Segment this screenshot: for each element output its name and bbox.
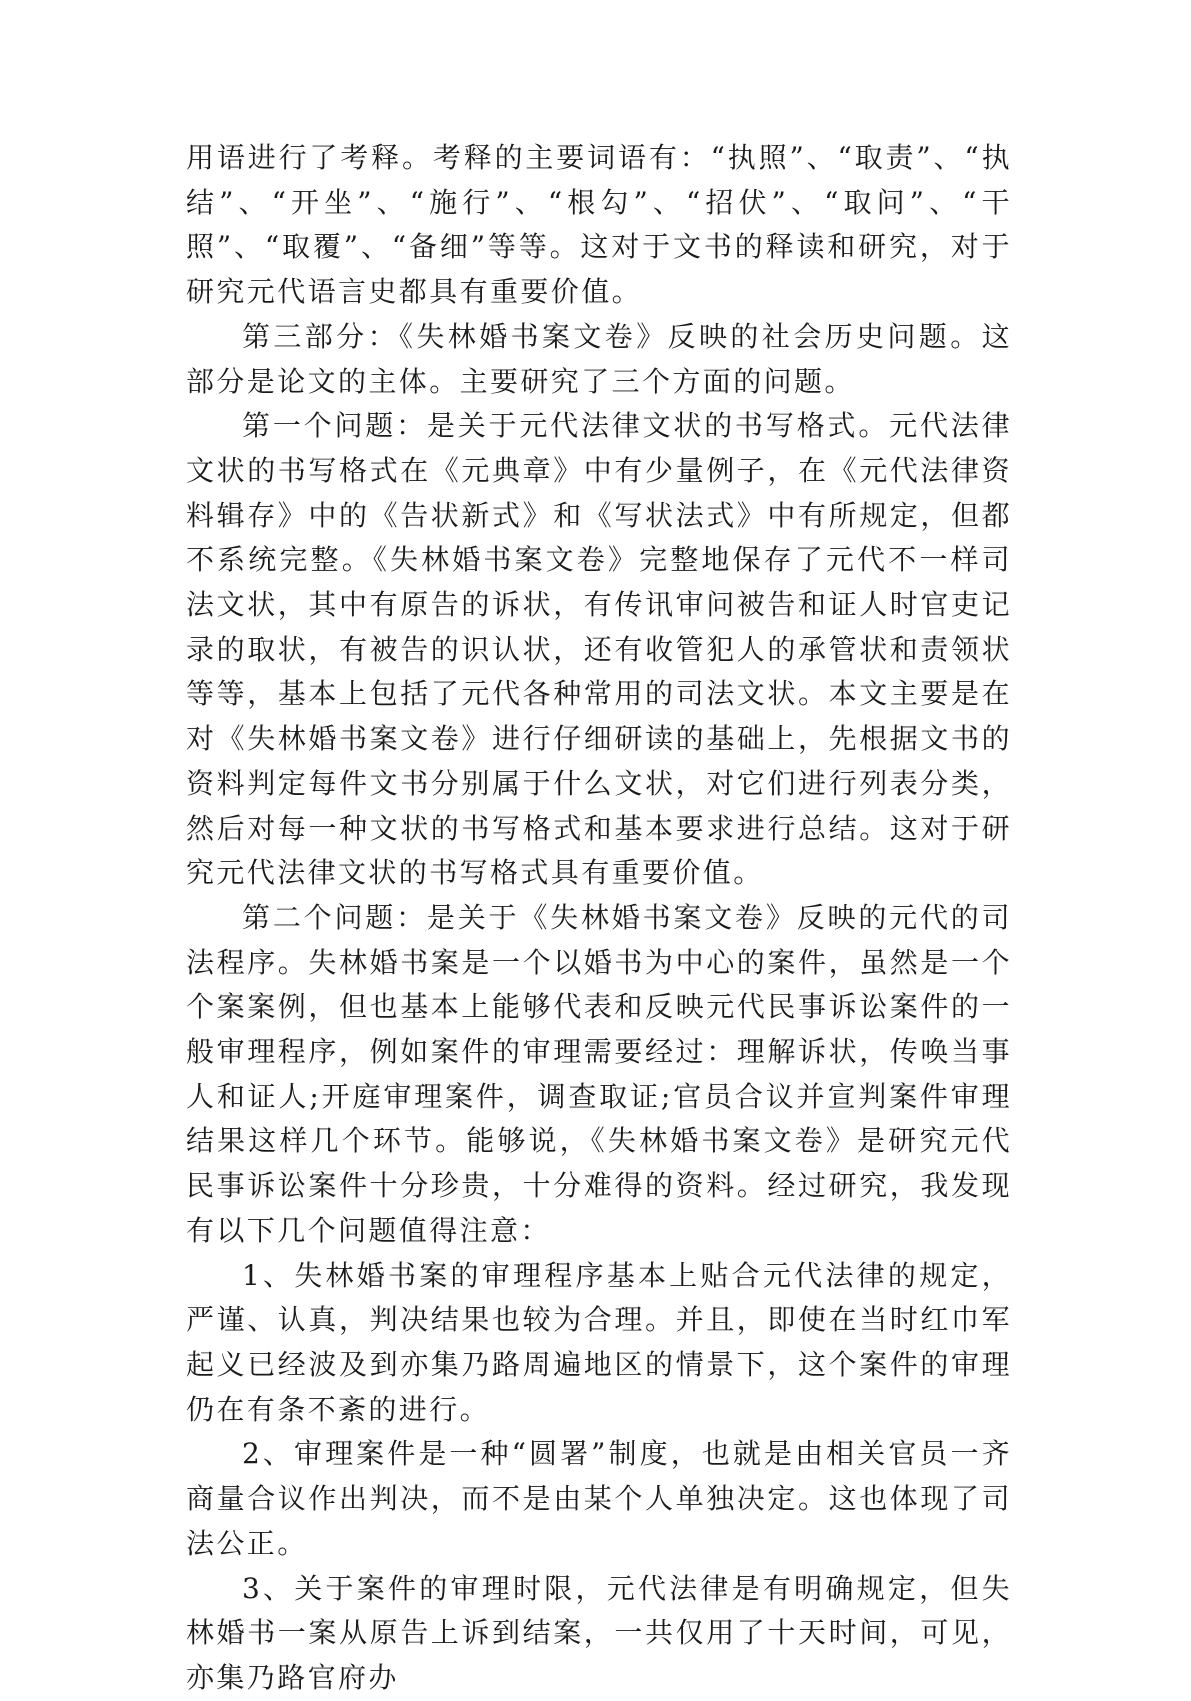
document-body [186, 136, 1012, 1701]
paragraph-continuation: 用语进行了考释。考释的主要词语有：“执照”、“取责”、“执结”、“开坐”、“施行”、“根勾”、“招伏”、“取问”、“干照”、“取覆”、“备细”等等。这对于文书的释读和研究，对于研究元代语言史都具有重要价值。 [186, 141, 1012, 309]
paragraph-second-question: 第二个问题：是关于《失林婚书案文卷》反映的元代的司法程序。失林婚书案是一个以婚书为中心的案件，虽然是一个个案案例，但也基本上能够代表和反映元代民事诉讼案件的一般审理程序，例如案件的审理需要经过：理解诉状，传唤当事人和证人;开庭审理案件，调查取证;官员合议并宣判案件审理结果这样几个环节。能够说，《失林婚书案文卷》是研究元代民事诉讼案件十分珍贵，十分难得的资料。经过研究，我发现有以下几个问题值得注意： [186, 900, 1012, 1247]
list-item-2: 2、审理案件是一种“圆署”制度，也就是由相关官员一齐商量合议作出判决，而不是由某个人单独决定。这也体现了司法公正。 [186, 1437, 1012, 1560]
paragraph-first-question: 第一个问题：是关于元代法律文状的书写格式。元代法律文状的书写格式在《元典章》中有少量例子，在《元代法律资料辑存》中的《告状新式》和《写状法式》中有所规定，但都不系统完整。《失林婚书案文卷》完整地保存了元代不一样司法文状，其中有原告的诉状，有传讯审问被告和证人时官吏记录的取状，有被告的识认状，还有收管犯人的承管状和责领状等等，基本上包括了元代各种常用的司法文状。本文主要是在对《失林婚书案文卷》进行仔细研读的基础上，先根据文书的资料判定每件文书分别属于什么文状，对它们进行列表分类，然后对每一种文状的书写格式和基本要求进行总结。这对于研究元代法律文状的书写格式具有重要价值。 [186, 409, 1012, 890]
paragraph-part-three: 第三部分：《失林婚书案文卷》反映的社会历史问题。这部分是论文的主体。主要研究了三个方面的问题。 [186, 319, 1012, 398]
list-item-3: 3、关于案件的审理时限，元代法律是有明确规定，但失林婚书一案从原告上诉到结案，一共仅用了十天时间，可见，亦集乃路官府办 [186, 1571, 1012, 1694]
list-item-1: 1、失林婚书案的审理程序基本上贴合元代法律的规定，严谨、认真，判决结果也较为合理。并且，即使在当时红巾军起义已经波及到亦集乃路周遍地区的情景下，这个案件的审理仍在有条不紊的进行。 [186, 1258, 1012, 1426]
